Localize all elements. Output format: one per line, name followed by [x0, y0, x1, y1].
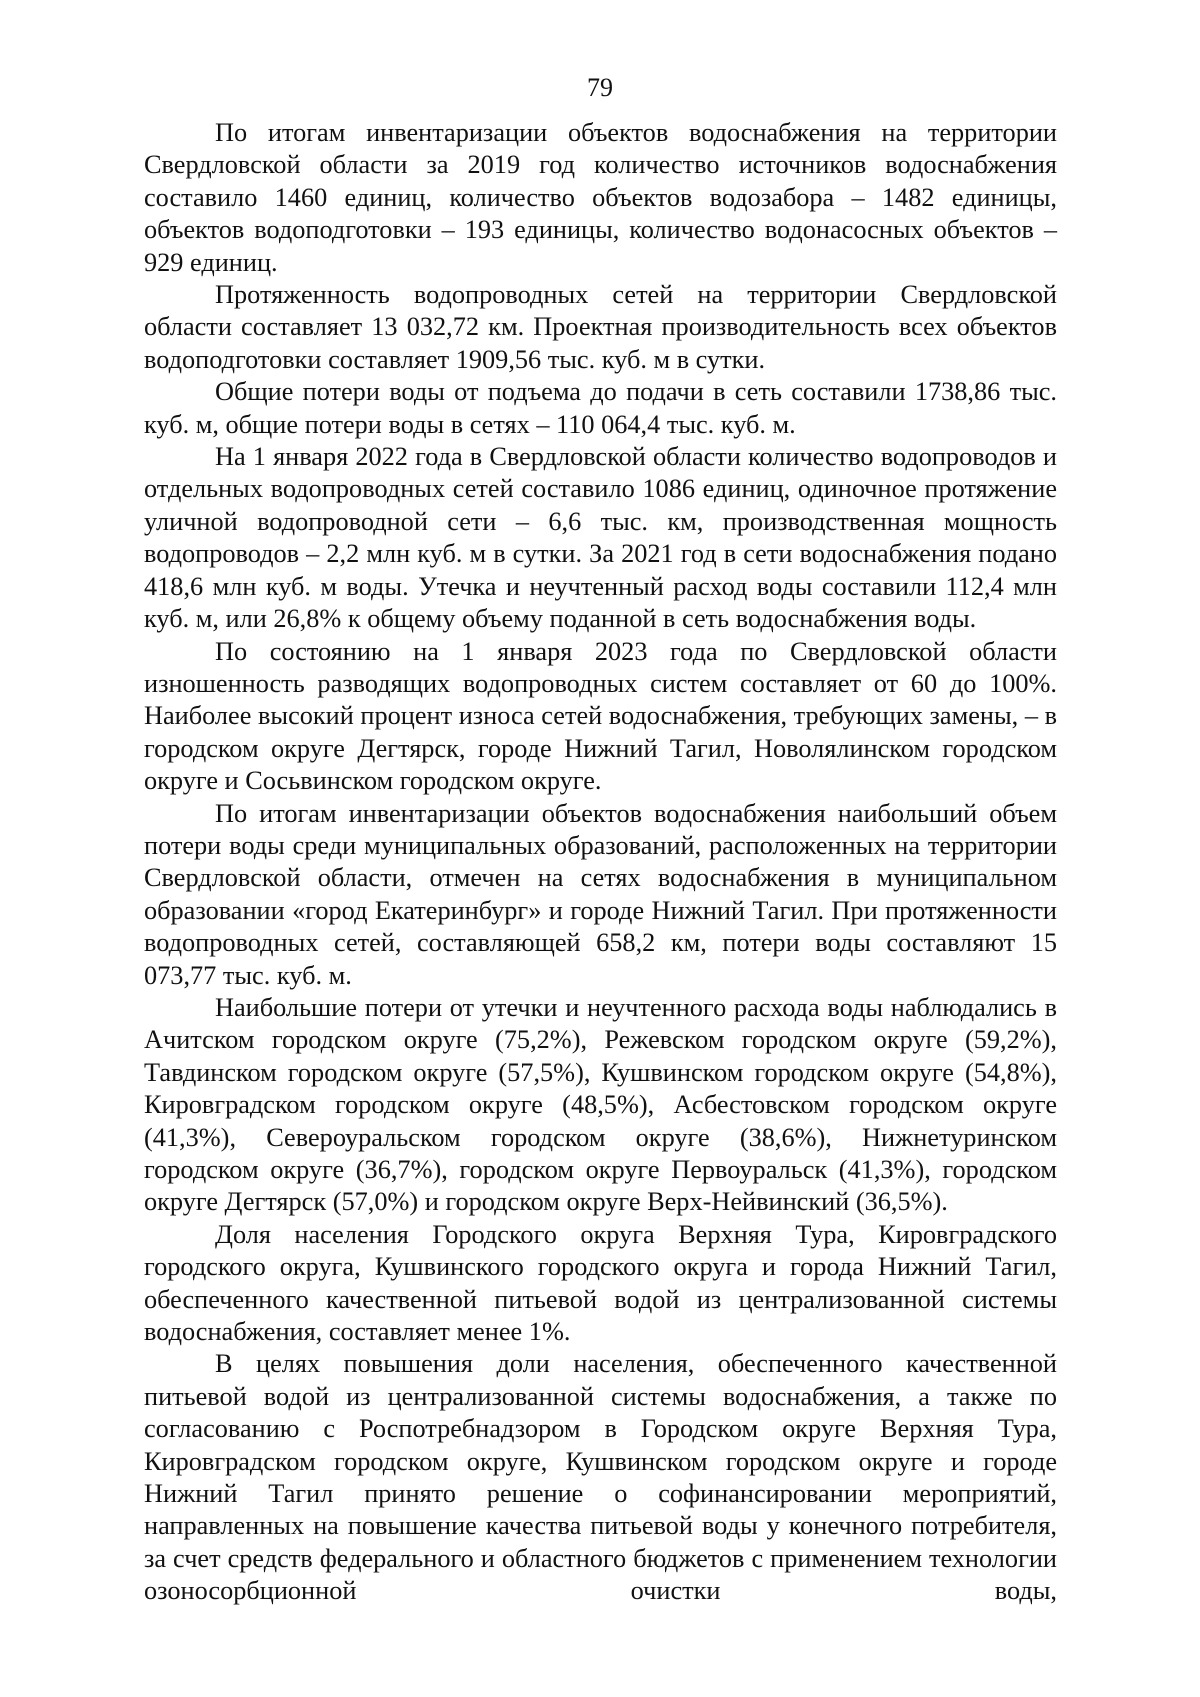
paragraph-network-length: Протяженность водопроводных сетей на территории Свердловской области составляет 13 032,72 км. Проектная производительность всех объектов водоподготовки составляет 1909,56 тыс. куб. м в сутки. — [144, 280, 1057, 374]
page-number: 79 — [587, 73, 613, 102]
paragraph-wear-2023: По состоянию на 1 января 2023 года по Свердловской области изношенность разводящих водопроводных систем составляет от 60 до 100%. Наиболее высокий процент износа сетей водоснабжения, требующих замены, – в городском округе Дегтярск, городе Нижний Тагил, Новолялинском городском округе и Сосьвинском городском округе. — [144, 636, 1057, 796]
paragraph-leak-percentages: Наибольшие потери от утечки и неучтенного расхода воды наблюдались в Ачитском городском округе (75,2%), Режевском городском округе (59,2%), Тавдинском городском округе (57,5%), Кушвинском городском округе (54,8%), Кировградском городском округе (48,5%), Асбестовском городском округе (41,3%), Североуральском городском округе (38,6%), Нижнетуринском городском округе (36,7%), городском округе Первоуральск (41,3%), городском округе Дегтярск (57,0%) и городском округе Верх-Нейвинский (36,5%). — [144, 992, 1057, 1217]
paragraph-population-share: Доля населения Городского округа Верхняя Тура, Кировградского городского округа, Кушвинского городского округа и города Нижний Тагил, обеспеченного качественной питьевой водой из централизованной системы водоснабжения, составляет менее 1%. — [144, 1219, 1057, 1347]
paragraph-status-2022: На 1 января 2022 года в Свердловской области количество водопроводов и отдельных водопроводных сетей составило 1086 единиц, одиночное протяжение уличной водопроводной сети – 6,6 тыс. км, производственная мощность водопроводов – 2,2 млн куб. м в сутки. За 2021 год в сети водоснабжения подано 418,6 млн куб. м воды. Утечка и неучтенный расход воды составили 112,4 млн куб. м, или 26,8% к общему объему поданной в сеть водоснабжения воды. — [144, 442, 1057, 634]
paragraph-total-losses: Общие потери воды от подъема до подачи в сеть составили 1738,86 тыс. куб. м, общие потери воды в сетях – 110 064,4 тыс. куб. м. — [144, 377, 1057, 439]
document-body — [144, 117, 1057, 1608]
paragraph-largest-losses: По итогам инвентаризации объектов водоснабжения наибольший объем потери воды среди муниципальных образований, расположенных на территории Свердловской области, отмечен на сетях водоснабжения в муниципальном образовании «город Екатеринбург» и городе Нижний Тагил. При протяженности водопроводных сетей, составляющей 658,2 км, потери воды составляют 15 073,77 тыс. куб. м. — [144, 798, 1057, 990]
paragraph-cofinancing-decision: В целях повышения доли населения, обеспеченного качественной питьевой водой из централизованной системы водоснабжения, а также по согласованию с Роспотребнадзором в Городском округе Верхняя Тура, Кировградском городском округе, Кушвинском городском округе и городе Нижний Тагил принято решение о софинансировании мероприятий, направленных на повышение качества питьевой воды у конечного потребителя, за счет средств федерального и областного бюджетов с применением технологии озоносорбционной очистки воды, — [144, 1349, 1057, 1606]
paragraph-inventory-2019: По итогам инвентаризации объектов водоснабжения на территории Свердловской области за 2019 год количество источников водоснабжения составило 1460 единиц, количество объектов водозабора – 1482 единицы, объектов водоподготовки – 193 единицы, количество водонасосных объектов – 929 единиц. — [144, 118, 1057, 277]
